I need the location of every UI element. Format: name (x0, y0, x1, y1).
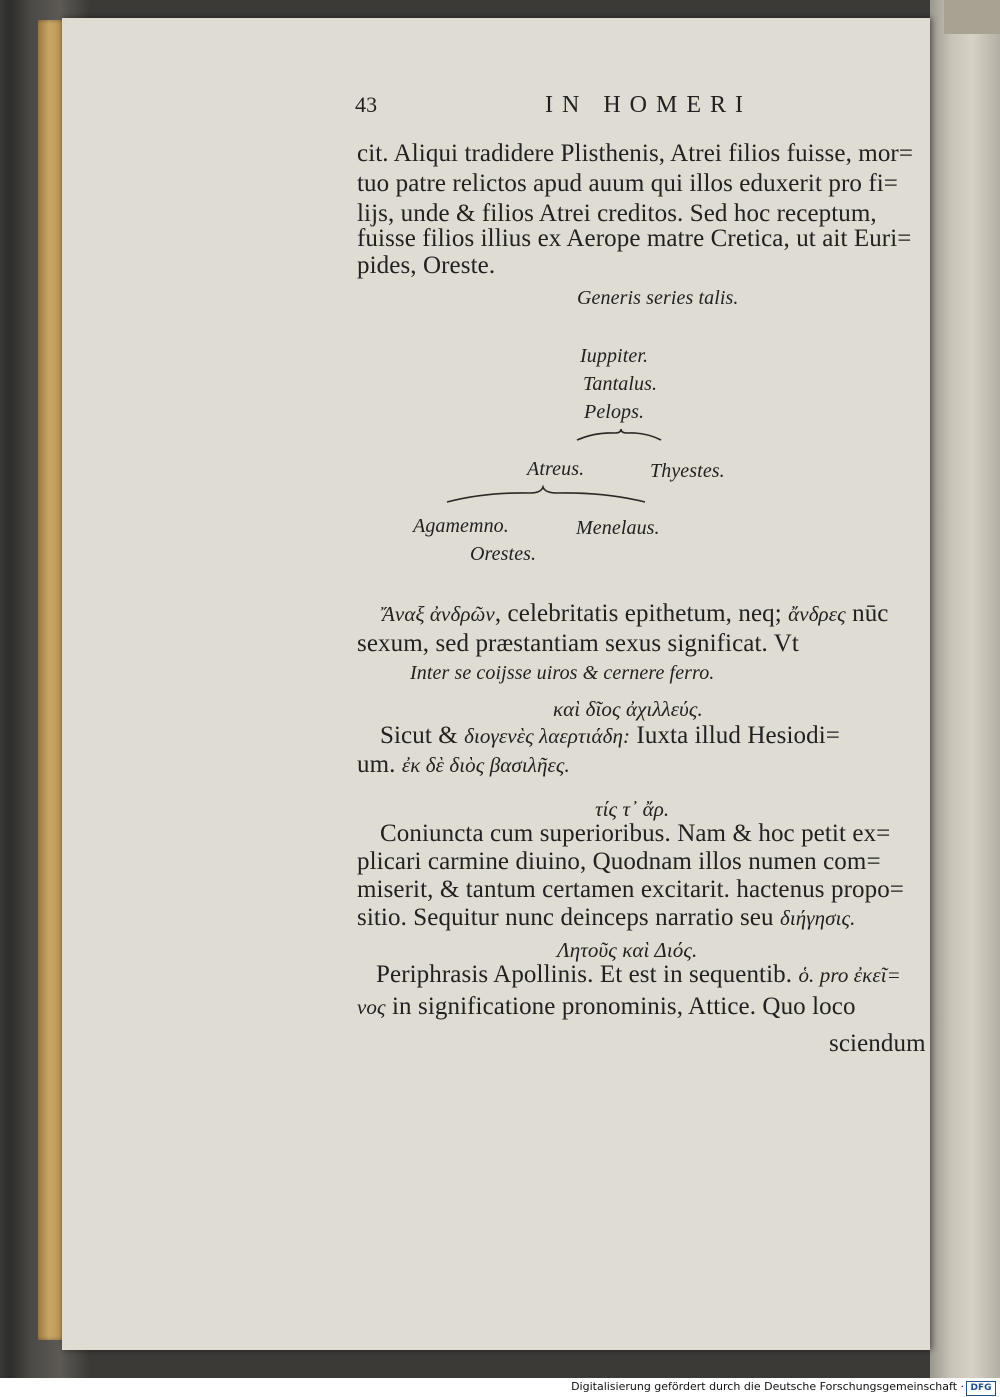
dfg-logo[interactable]: DFG (966, 1381, 996, 1396)
text-line: pides, Oreste. (357, 252, 496, 279)
genealogy-name: Agamemno. (413, 515, 509, 537)
text-line (380, 722, 840, 750)
text-line: fuisse filios illius ex Aerope matre Cretica, ut ait Euri= (357, 225, 912, 252)
text-line (376, 961, 901, 989)
genealogy-name: Atreus. (527, 458, 585, 480)
greek-lemma: τίς τ᾽ ἄρ. (595, 797, 670, 821)
genealogy-name: Menelaus. (576, 517, 660, 539)
greek-phrase: νος (357, 995, 386, 1019)
genealogy-name: Orestes. (470, 543, 537, 565)
greek-phrase: διήγησις. (779, 906, 856, 930)
text-line: lijs, unde & filios Atrei creditos. Sed hoc receptum, (357, 200, 877, 227)
latin-phrase: Iuxta illud Hesiodi= (630, 722, 841, 749)
greek-phrase: ἄνδρες (788, 602, 846, 626)
latin-phrase: in significatione pronominis, Attice. Quo loco (385, 993, 856, 1020)
running-title: IN HOMERI (545, 92, 752, 118)
latin-phrase: Sicut & (380, 722, 465, 749)
text-line (357, 904, 856, 932)
greek-lemma: Λητοῦς καὶ Διός. (557, 938, 698, 962)
footer-credit: Digitalisierung gefördert durch die Deutsche Forschungsgemeinschaft · (571, 1380, 964, 1393)
greek-phrase: ἐκ δὲ διὸς βασιλῆες. (401, 753, 570, 777)
latin-phrase: nūc (845, 600, 889, 627)
greek-phrase: ὁ. pro ἐκεῖ= (798, 963, 901, 987)
page-number: 43 (355, 92, 378, 117)
genealogy-brace-atreus (445, 486, 650, 506)
text-line (357, 751, 570, 779)
latin-phrase: Periphrasis Apollinis. Et est in sequentib. (376, 961, 799, 988)
genealogy-heading: Generis series talis. (577, 287, 739, 309)
text-line (357, 993, 856, 1021)
facing-page-edge (930, 0, 1000, 1378)
greek-phrase: Ἄναξ ἀνδρῶν (382, 602, 495, 626)
catchword: sciendum (829, 1030, 926, 1057)
latin-phrase: sitio. Sequitur nunc deinceps narratio seu (357, 904, 780, 931)
genealogy-name: Iuppiter. (580, 345, 649, 367)
genealogy-brace-pelops (575, 428, 665, 444)
greek-lemma: καὶ δῖος ἀχιλλεύς. (553, 697, 703, 721)
text-line: sexum, sed præstantiam sexus significat. Vt (357, 630, 799, 657)
latin-phrase: , celebritatis epithetum, neq; (494, 600, 789, 627)
greek-phrase: διογενὲς λαερτιάδη: (464, 724, 631, 748)
text-line: plicari carmine diuino, Quodnam illos numen com= (357, 848, 881, 875)
quote-line: Inter se coijsse uiros & cernere ferro. (410, 662, 715, 684)
text-line: miserit, & tantum certamen excitarit. hactenus propo= (357, 876, 904, 903)
text-line: tuo patre relictos apud auum qui illos eduxerit pro fi= (357, 170, 898, 197)
text-line: Coniuncta cum superioribus. Nam & hoc petit ex= (380, 820, 891, 847)
ribbon-tab (944, 0, 1000, 34)
text-line (382, 600, 889, 628)
genealogy-name: Pelops. (584, 401, 645, 423)
text-line: cit. Aliqui tradidere Plisthenis, Atrei filios fuisse, mor= (357, 140, 914, 167)
latin-phrase: um. (357, 751, 402, 778)
footer-bar (0, 1378, 1000, 1397)
genealogy-name: Thyestes. (650, 460, 725, 482)
genealogy-name: Tantalus. (583, 373, 658, 395)
